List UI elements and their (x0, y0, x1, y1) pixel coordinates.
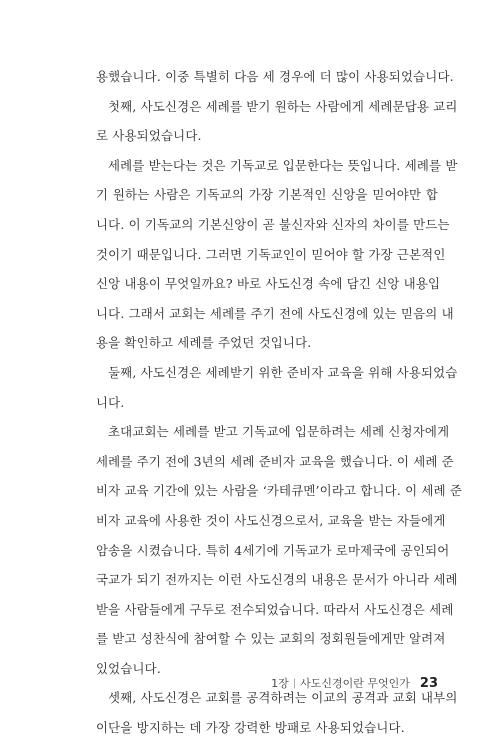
chapter-title: 사도신경이란 무엇인가 (300, 677, 410, 690)
chapter-label: 1장 (271, 677, 289, 690)
text-line: 용했습니다. 이중 특별히 다음 세 경우에 더 많이 사용되었습니다. (96, 69, 454, 84)
text-line: 용을 확인하고 세례를 주었던 것입니다. (96, 335, 312, 351)
text-line: 로 사용되었습니다. (96, 128, 202, 144)
text-line: 이단을 방지하는 데 가장 강력한 방패로 사용되었습니다. (96, 720, 405, 736)
text-line: 받을 사람들에게 구두로 전수되었습니다. 따라서 사도신경은 세례 (96, 601, 454, 617)
text-line: 첫째, 사도신경은 세례를 받기 원하는 사람에게 세례문답용 교리 (108, 98, 458, 114)
page-number: 23 (419, 675, 438, 691)
text-line: 니다. 그래서 교회는 세례를 주기 전에 사도신경에 있는 믿음의 내 (96, 305, 454, 321)
text-line: 기 원하는 사람은 기독교의 가장 기본적인 신앙을 믿어야만 합 (96, 187, 438, 203)
footer-separator: | (292, 677, 297, 689)
text-line: 국교가 되기 전까지는 이런 사도신경의 내용은 문서가 아니라 세례 (96, 572, 458, 588)
text-line: 세례를 주기 전에 3년의 세례 준비자 교육을 했습니다. 이 세례 준 (96, 453, 454, 469)
text-line: 세례를 받는다는 것은 기독교로 입문한다는 뜻입니다. 세례를 받 (108, 157, 458, 173)
text-line: 초대교회는 세례를 받고 기독교에 입문하려는 세례 신청자에게 (108, 424, 450, 440)
text-line: 둘째, 사도신경은 세례받기 위한 준비자 교육을 위해 사용되었습 (108, 364, 458, 380)
text-line: 셋째, 사도신경은 교회를 공격하려는 이교의 공격과 교회 내부의 (108, 690, 458, 706)
text-line: 있었습니다. (96, 660, 161, 676)
text-line: 니다. 이 기독교의 기본신앙이 곧 불신자와 신자의 차이를 만드는 (96, 216, 450, 232)
page-footer (271, 673, 438, 693)
text-line: 니다. (96, 394, 125, 410)
body-text (96, 62, 463, 743)
text-line: 것이기 때문입니다. 그러면 기독교인이 믿어야 할 가장 근본적인 (96, 246, 446, 262)
text-line: 신앙 내용이 무엇일까요? 바로 사도신경 속에 담긴 신앙 내용입 (96, 276, 441, 292)
text-line: 암송을 시켰습니다. 특히 4세기에 기독교가 로마제국에 공인되어 (96, 542, 450, 558)
text-line: 를 받고 성찬식에 참여할 수 있는 교회의 정회원들에게만 알려져 (96, 631, 446, 647)
text-line: 비자 교육에 사용한 것이 사도신경으로서, 교육을 받는 자들에게 (96, 512, 446, 528)
text-line: 비자 교육 기간에 있는 사람을 ‘카테큐멘’이라고 합니다. 이 세례 준 (96, 483, 463, 499)
